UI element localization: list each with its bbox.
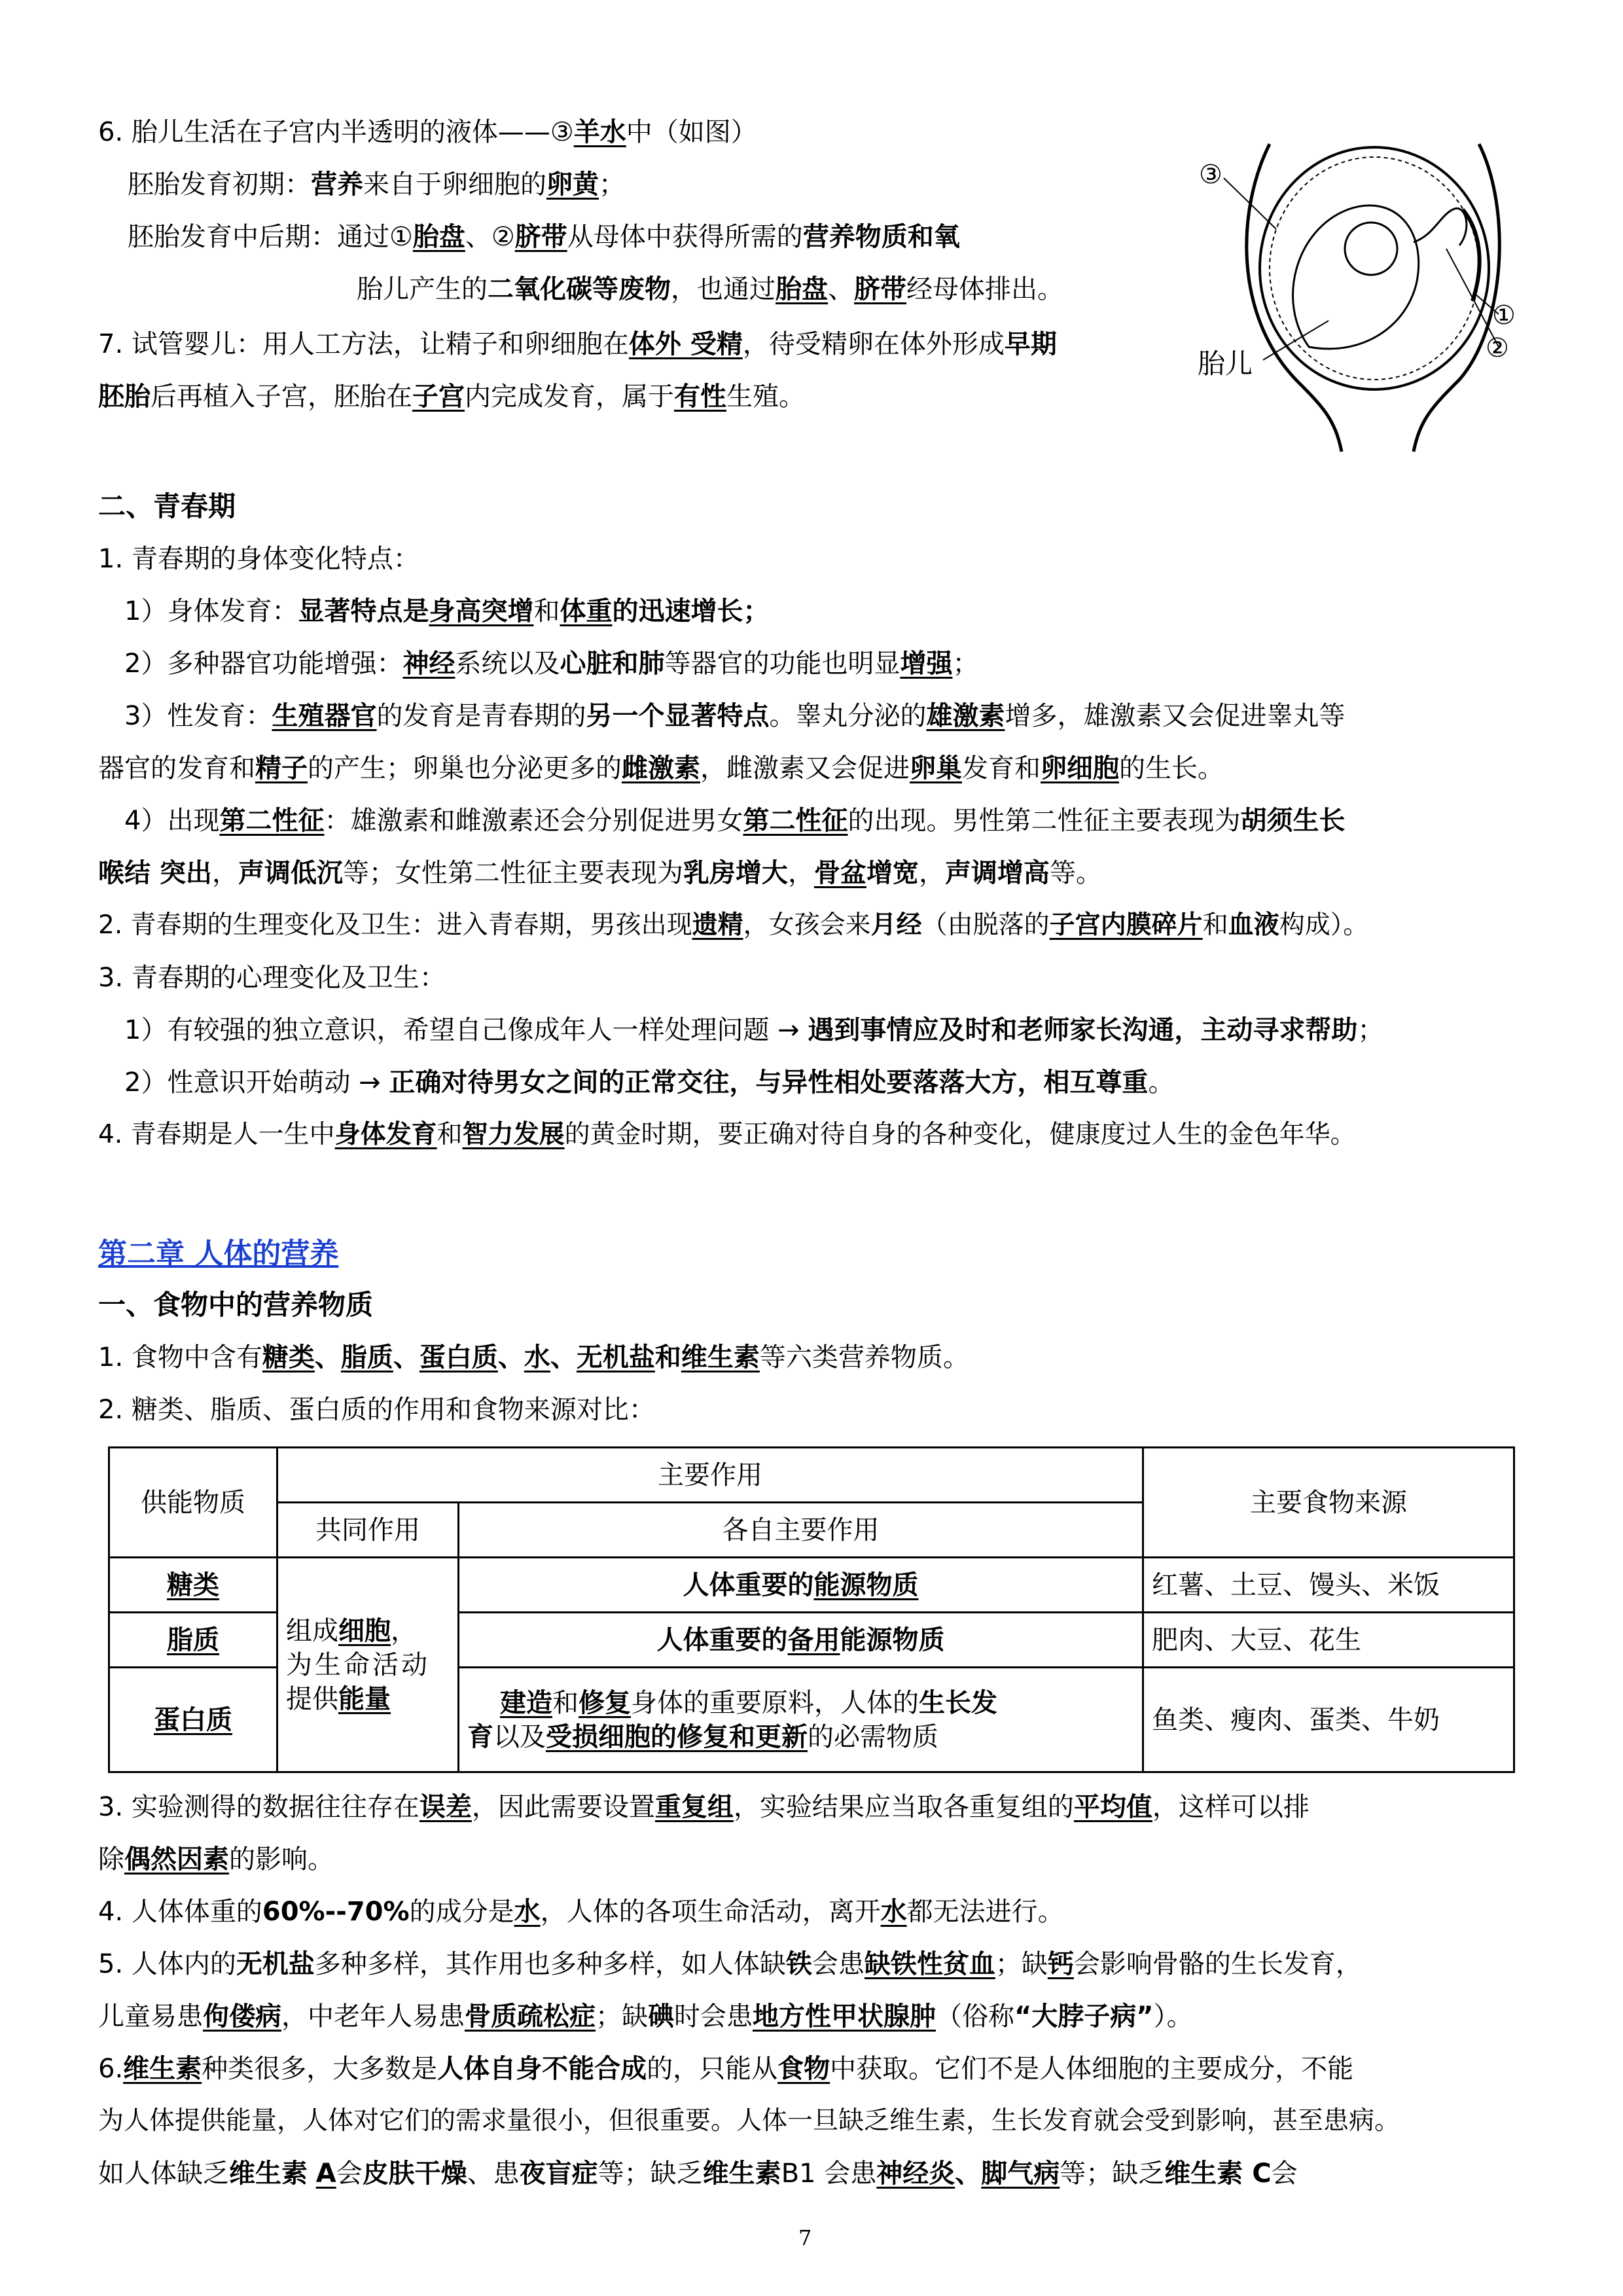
nutrient-item-3-line-1: 3. 实验测得的数据往往存在误差，因此需要设置重复组，实验结果应当取各重复组的平均值，这样可以排 — [98, 1792, 1310, 1822]
puberty-1-3-line-2: 器官的发育和精子的产生；卵巢也分泌更多的雌激素，雌激素又会促进卵巢发育和卵细胞的生长。 — [98, 753, 1224, 783]
puberty-item-4: 4. 青春期是人一生中身体发育和智力发展的黄金时期，要正确对待自身的各种变化，健康度过人生的金色年华。 — [98, 1120, 1356, 1149]
cell-role: 人体重要的能源物质 — [459, 1558, 1143, 1613]
cell-source: 肥肉、大豆、花生 — [1143, 1613, 1514, 1668]
item-6-line-1: 6. 胎儿生活在子宫内半透明的液体——③羊水中（如图） — [98, 117, 757, 147]
figure-label-fetus: 胎儿 — [1198, 348, 1253, 380]
item-6-line-4: 胎儿产生的二氧化碳等废物，也通过胎盘、脐带经母体排出。 — [357, 274, 1063, 304]
figure-label-2: ② — [1486, 333, 1509, 363]
nutrient-item-4: 4. 人体体重的60%--70%的成分是水，人体的各项生命活动，离开水都无法进行。 — [98, 1897, 1064, 1927]
cell-name: 糖类 — [109, 1558, 277, 1613]
item-7-line-1: 7. 试管婴儿：用人工方法，让精子和卵细胞在体外 受精，待受精卵在体外形成早期 — [98, 329, 1057, 359]
nutrient-item-5-line-1: 5. 人体内的无机盐多种多样，其作用也多种多样，如人体缺铁会患缺铁性贫血；缺钙会影响骨骼的生长发育， — [98, 1949, 1362, 1979]
table-row — [109, 1558, 1514, 1613]
item-6-line-2: 胚胎发育初期：营养来自于卵细胞的卵黄； — [128, 170, 625, 200]
page-number: 7 — [798, 2225, 812, 2250]
puberty-1-4-line-2: 喉结 突出，声调低沉等；女性第二性征主要表现为乳房增大，骨盆增宽，声调增高等。 — [98, 858, 1102, 888]
section-title-nutrients: 一、食物中的营养物质 — [98, 1289, 374, 1321]
nutrient-item-5-line-2: 儿童易患佝偻病，中老年人易患骨质疏松症；缺碘时会患地方性甲状腺肿（俗称“大脖子病”）。 — [98, 2001, 1193, 2032]
header-individual-role: 各自主要作用 — [459, 1503, 1143, 1558]
uterus-fetus-figure — [1198, 131, 1518, 458]
header-main-role: 主要作用 — [277, 1448, 1143, 1503]
nutrient-item-6-line-1: 6.维生素种类很多，大多数是人体自身不能合成的，只能从食物中获取。它们不是人体细胞的主要成分，不能 — [98, 2054, 1354, 2084]
puberty-item-1: 1. 青春期的身体变化特点： — [98, 544, 419, 574]
puberty-1-1: 1）身体发育：显著特点是身高突增和体重的迅速增长； — [124, 596, 770, 626]
cell-source: 红薯、土豆、馒头、米饭 — [1143, 1558, 1514, 1613]
cell-name: 脂质 — [109, 1613, 277, 1668]
puberty-1-2: 2）多种器官功能增强：神经系统以及心脏和肺等器官的功能也明显增强； — [124, 649, 979, 679]
figure-label-1: ① — [1492, 300, 1516, 331]
header-common-role: 共同作用 — [277, 1503, 459, 1558]
figure-label-3: ③ — [1199, 160, 1222, 190]
chapter-2-link[interactable]: 第二章 人体的营养 — [98, 1237, 339, 1270]
nutrient-item-2: 2. 糖类、脂质、蛋白质的作用和食物来源对比： — [98, 1395, 655, 1425]
nutrient-item-6-line-3: 如人体缺乏维生素 A会皮肤干燥、患夜盲症等；缺乏维生素B1 会患神经炎、脚气病等；缺乏维生素 C会 — [98, 2159, 1298, 2189]
puberty-1-3-line-1: 3）性发育：生殖器官的发育是青春期的另一个显著特点。睾丸分泌的雄激素增多，雄激素又会促进睾丸等 — [124, 701, 1346, 731]
puberty-item-2: 2. 青春期的生理变化及卫生：进入青春期，男孩出现遗精，女孩会来月经（由脱落的子宫内膜碎片和血液构成）。 — [98, 910, 1369, 940]
nutrient-comparison-table — [108, 1446, 1515, 1773]
puberty-1-4-line-1: 4）出现第二性征：雄激素和雌激素还会分别促进男女第二性征的出现。男性第二性征主要表现为胡须生长 — [124, 806, 1346, 836]
cell-source: 鱼类、瘦肉、蛋类、牛奶 — [1143, 1668, 1514, 1772]
puberty-3-2: 2）性意识开始萌动 → 正确对待男女之间的正常交往，与异性相处要落落大方，相互尊重。 — [124, 1067, 1175, 1098]
item-6-line-3: 胚胎发育中后期：通过①胎盘、②脐带从母体中获得所需的营养物质和氧 — [128, 222, 960, 252]
nutrient-item-3-line-2: 除偶然因素的影响。 — [98, 1844, 334, 1874]
item-7-line-2: 胚胎后再植入子宫，胚胎在子宫内完成发育，属于有性生殖。 — [98, 382, 805, 412]
header-food-source: 主要食物来源 — [1143, 1448, 1514, 1558]
header-supply: 供能物质 — [109, 1448, 277, 1558]
cell-role: 人体重要的备用能源物质 — [459, 1613, 1143, 1668]
cell-role: 建造和修复身体的重要原料，人体的生长发 育以及受损细胞的修复和更新的必需物质 — [459, 1668, 1143, 1772]
cell-common-role: 组成细胞， 为生命活动 提供能量 — [277, 1558, 459, 1772]
puberty-item-3: 3. 青春期的心理变化及卫生： — [98, 963, 446, 993]
cell-name: 蛋白质 — [109, 1668, 277, 1772]
nutrient-item-6-line-2: 为人体提供能量，人体对它们的需求量很小，但很重要。人体一旦缺乏维生素，生长发育就会受到影响，甚至患病。 — [98, 2106, 1400, 2136]
nutrient-item-1: 1. 食物中含有糖类、脂质、蛋白质、水、无机盐和维生素等六类营养物质。 — [98, 1342, 969, 1372]
puberty-3-1: 1）有较强的独立意识，希望自己像成年人一样处理问题 → 遇到事情应及时和老师家长沟通，主动寻求帮助； — [124, 1015, 1384, 1045]
section-title-puberty: 二、青春期 — [98, 490, 236, 522]
